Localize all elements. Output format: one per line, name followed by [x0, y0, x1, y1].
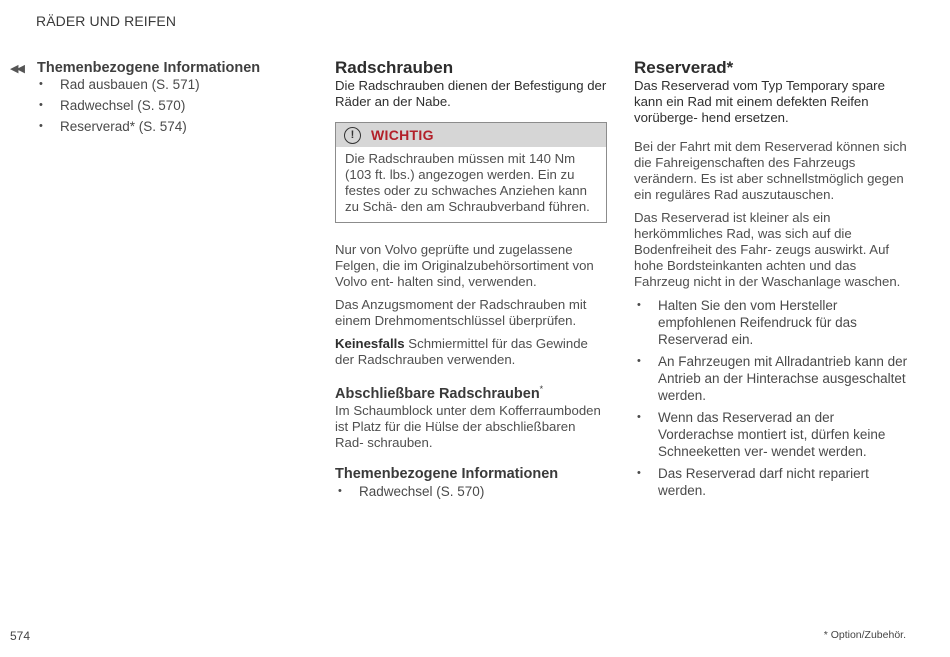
warning-body	[336, 147, 606, 222]
warning-icon: !	[344, 127, 361, 144]
page-number: 574	[10, 629, 31, 643]
list-item	[634, 409, 910, 460]
bullet-icon: •	[637, 355, 641, 367]
bullet-icon: •	[338, 484, 342, 497]
warning-box	[335, 122, 607, 223]
link-radwechsel[interactable]: Radwechsel (S. 570)	[359, 483, 485, 499]
list-item-text: Halten Sie den vom Hersteller empfohlenen Reifendruck für das Reserverad ein.	[658, 298, 857, 347]
list-item	[36, 76, 290, 93]
list-item	[36, 97, 290, 114]
list-item	[634, 353, 910, 404]
section-title-radschrauben: Radschrauben	[335, 58, 454, 77]
list-item-text: Wenn das Reserverad an der Vorderachse montiert ist, dürfen keine Schneeketten ver- wendet werden.	[658, 410, 886, 459]
related-info-heading	[10, 60, 290, 76]
related-info-title: Themenbezogene Informationen	[335, 465, 559, 482]
list-item-text: An Fahrzeugen mit Allradantrieb kann der Antrieb an der Hinterachse ausgeschaltet werden.	[658, 354, 908, 403]
bullet-icon: •	[637, 411, 641, 423]
paragraph-schmiermittel	[335, 336, 607, 368]
subsection-title	[335, 380, 607, 403]
right-column	[634, 58, 910, 503]
list-item-text: Das Reserverad darf nicht repariert werden.	[658, 466, 869, 498]
paragraph-fahreigenschaften: Bei der Fahrt mit dem Reserverad können sich die Fahreigenschaften des Fahrzeugs verändern. Es ist aber schnellstmöglich gegen ein reguläres Rad auszutauschen.	[634, 139, 907, 202]
section-title-reserverad: Reserverad*	[634, 58, 734, 77]
list-item	[36, 118, 290, 135]
link-rad-ausbauen[interactable]: Rad ausbauen (S. 571)	[60, 77, 200, 92]
paragraph-rest: Schmiermittel für das Gewinde der Radschrauben verwenden.	[335, 336, 588, 367]
back-arrow-icon[interactable]: ◀◀	[10, 63, 23, 75]
list-item	[634, 465, 910, 499]
left-column	[10, 58, 290, 139]
subsection-title-text: Abschließbare Radschrauben	[335, 385, 540, 402]
link-reserverad[interactable]: Reserverad* (S. 574)	[60, 119, 187, 134]
paragraph-anzugsmoment: Das Anzugsmoment der Radschrauben mit einem Drehmomentschlüssel überprüfen.	[335, 297, 587, 328]
warning-title: WICHTIG	[371, 127, 434, 143]
paragraph-felgen: Nur von Volvo geprüfte und zugelassene Felgen, die im Originalzubehörsortiment von Volvo ent- halten sind, verwenden.	[335, 242, 594, 289]
list-item	[335, 483, 607, 500]
emphasis-text: Keinesfalls	[335, 336, 405, 351]
intro-text: Das Reserverad vom Typ Temporary spare kann ein Rad mit einem defekten Reifen vorüberge- hend ersetzen.	[634, 78, 885, 125]
page-header: RÄDER UND REIFEN	[36, 13, 177, 29]
option-asterisk: *	[539, 384, 544, 394]
bullet-icon: •	[39, 120, 43, 132]
related-info-list	[10, 76, 290, 135]
bullet-icon: •	[39, 78, 43, 90]
bullet-icon: •	[39, 99, 43, 111]
bullet-icon: •	[637, 467, 641, 479]
footnote-option: * Option/Zubehör.	[823, 629, 906, 641]
warning-text: Die Radschrauben müssen mit 140 Nm (103 ft. lbs.) angezogen werden. Ein zu festes oder zu schwaches Anziehen kann zu Schä- den am Schraubverband führen.	[345, 151, 590, 214]
bullet-icon: •	[637, 299, 641, 311]
paragraph-schaumblock: Im Schaumblock unter dem Kofferraumboden ist Platz für die Hülse der abschließbaren Rad- schrauben.	[335, 402, 601, 450]
middle-column	[335, 58, 607, 504]
list-item	[634, 297, 910, 348]
warning-header	[336, 123, 606, 147]
related-info-list	[335, 483, 607, 500]
paragraph-bodenfreiheit: Das Reserverad ist kleiner als ein herkömmliches Rad, was sich auf die Bodenfreiheit des Fahr- zeugs auswirkt. Auf hohe Bordsteinkanten achten und das Fahrzeug nicht in der Waschanlage waschen.	[634, 210, 901, 289]
intro-text: Die Radschrauben dienen der Befestigung der Räder an der Nabe.	[335, 78, 607, 109]
related-info-title: Themenbezogene Informationen	[37, 60, 261, 76]
hint-list	[634, 297, 910, 499]
link-radwechsel[interactable]: Radwechsel (S. 570)	[60, 98, 186, 113]
